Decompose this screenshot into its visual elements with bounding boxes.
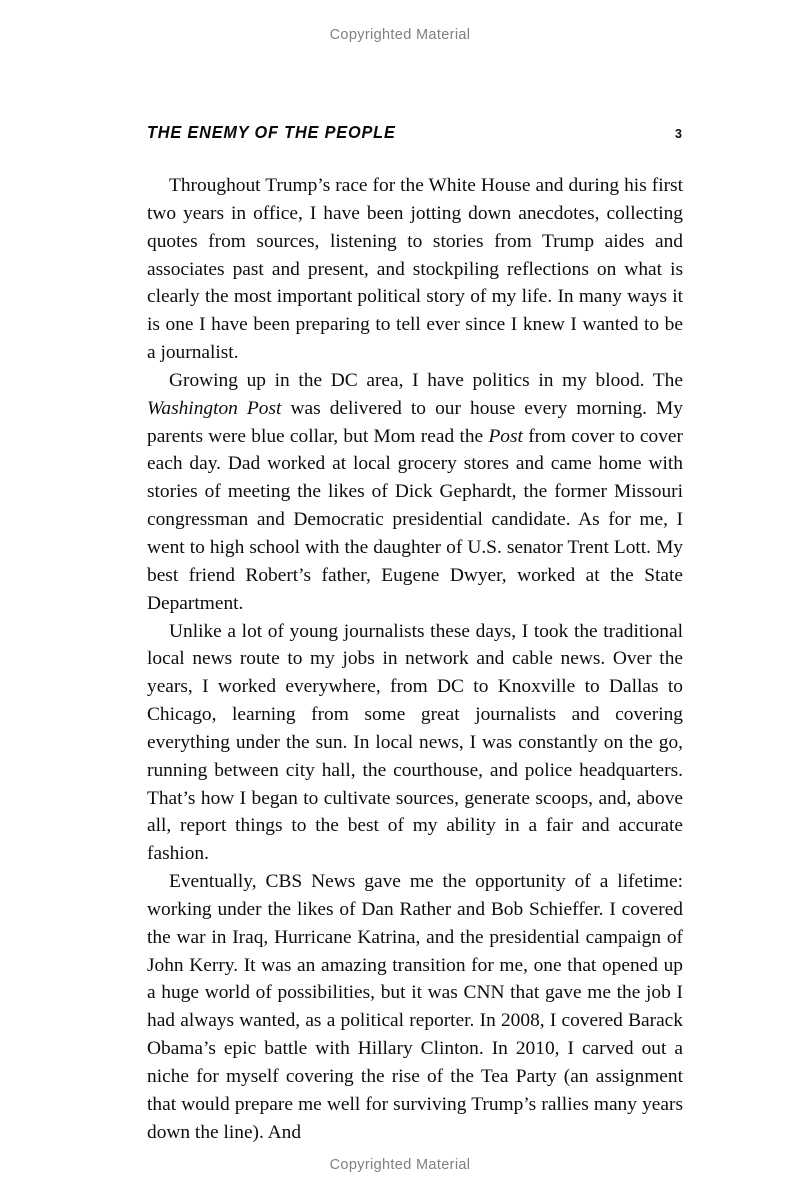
page-number: 3 xyxy=(675,127,682,141)
paragraph-2-run-0: Growing up in the DC area, I have politics in my blood. The xyxy=(169,369,683,391)
paragraph-3-run-0: Unlike a lot of young journalists these days, I took the traditional local news route to my jobs in network and cable news. Over the years, I worked everywhere, from DC to Knoxville to Dallas to Chicago, learning from some great journalists and covering everything under the sun. In local news, I was constantly on the go, running between city hall, the courthouse, and police headquarters. That’s how I began to cultivate sources, generate scoops, and, above all, report things to the best of my ability in a fair and accurate fashion. xyxy=(147,620,683,865)
copyright-watermark-bottom: Copyrighted Material xyxy=(329,1157,471,1173)
paragraph-4 xyxy=(147,868,683,1146)
paragraph-2-run-3: Post xyxy=(488,425,523,447)
running-head xyxy=(147,122,682,143)
copyright-watermark-top: Copyrighted Material xyxy=(329,27,471,43)
paragraph-1-run-0: Throughout Trump’s race for the White House and during his first two years in office, I have been jotting down anecdotes, collecting quotes from sources, listening to stories from Trump aides and associates past and present, and stockpiling reflections on what is clearly the most important political story of my life. In many ways it is one I have been preparing to tell ever since I knew I wanted to be a journalist. xyxy=(147,175,683,364)
paragraph-2-run-2: was delivered to our house every morning. My parents were blue collar, but Mom read the xyxy=(147,397,683,447)
paragraph-2-run-4: from cover to cover each day. Dad worked at local grocery stores and came home with stories of meeting the likes of Dick Gephardt, the former Missouri congressman and Democratic presidential candidate. As for me, I went to high school with the daughter of U.S. senator Trent Lott. My best friend Robert’s father, Eugene Dwyer, worked at the State Department. xyxy=(147,425,683,614)
paragraph-4-run-0: Eventually, CBS News gave me the opportunity of a lifetime: working under the likes of Dan Rather and Bob Schieffer. I covered the war in Iraq, Hurricane Katrina, and the presidential campaign of John Kerry. It was an amazing transition for me, one that opened up a huge world of possibilities, but it was CNN that gave me the job I had always wanted, as a political reporter. In 2008, I covered Barack Obama’s epic battle with Hillary Clinton. In 2010, I carved out a niche for myself covering the rise of the Tea Party (an assignment that would prepare me well for surviving Trump’s rallies many years down the line). And xyxy=(147,871,683,1143)
paragraph-2-run-1: Washington Post xyxy=(147,397,282,419)
running-head-title: THE ENEMY OF THE PEOPLE xyxy=(147,122,396,142)
paragraph-1 xyxy=(147,172,683,367)
paragraph-2 xyxy=(147,367,683,618)
body-text-block xyxy=(147,172,683,1147)
paragraph-3 xyxy=(147,618,683,869)
